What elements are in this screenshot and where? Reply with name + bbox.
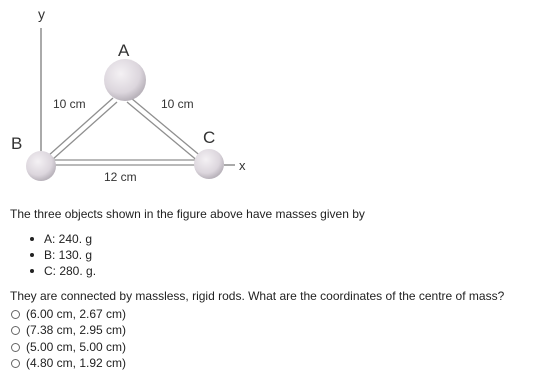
- side-label-bc: 12 cm: [104, 170, 137, 184]
- side-label-ab: 10 cm: [53, 97, 86, 111]
- point-label-c: C: [203, 128, 216, 147]
- answer-option-1[interactable]: [10, 306, 530, 323]
- option-label: (5.00 cm, 5.00 cm): [26, 339, 127, 354]
- option-label: (6.00 cm, 2.67 cm): [26, 306, 127, 321]
- side-label-ac: 10 cm: [161, 97, 194, 111]
- option-label: (7.38 cm, 2.95 cm): [26, 323, 127, 338]
- answer-option-4[interactable]: [10, 356, 530, 373]
- rod-bc: [45, 160, 209, 165]
- answer-options: [10, 306, 530, 372]
- point-label-b: B: [11, 134, 23, 153]
- y-axis-label: y: [38, 6, 45, 22]
- list-item: [30, 263, 530, 279]
- answer-option-3[interactable]: [10, 339, 530, 356]
- mass-list: [10, 231, 530, 279]
- point-label-a: A: [118, 41, 130, 60]
- question-intro: The three objects shown in the figure above have masses given by: [10, 207, 365, 221]
- radio-button[interactable]: [11, 310, 20, 319]
- sphere-b: [26, 151, 56, 181]
- bullet-icon: [30, 269, 34, 273]
- radio-button[interactable]: [11, 359, 20, 368]
- mass-c-text: C: 280. g.: [44, 264, 97, 278]
- sphere-c: [194, 149, 224, 179]
- answer-option-2[interactable]: [10, 323, 530, 340]
- list-item: [30, 231, 530, 247]
- radio-button[interactable]: [11, 343, 20, 352]
- x-axis-label: x: [239, 158, 246, 173]
- bullet-icon: [30, 237, 34, 241]
- question-prompt: They are connected by massless, rigid rods. What are the coordinates of the centre of mass?: [10, 289, 505, 303]
- bullet-icon: [30, 253, 34, 257]
- mass-b-text: B: 130. g: [44, 248, 93, 262]
- radio-button[interactable]: [11, 326, 20, 335]
- option-label: (4.80 cm, 1.92 cm): [26, 356, 127, 371]
- list-item: [30, 247, 530, 263]
- question-block: [10, 207, 530, 372]
- mass-a-text: A: 240. g: [44, 232, 93, 246]
- sphere-a: [104, 59, 146, 101]
